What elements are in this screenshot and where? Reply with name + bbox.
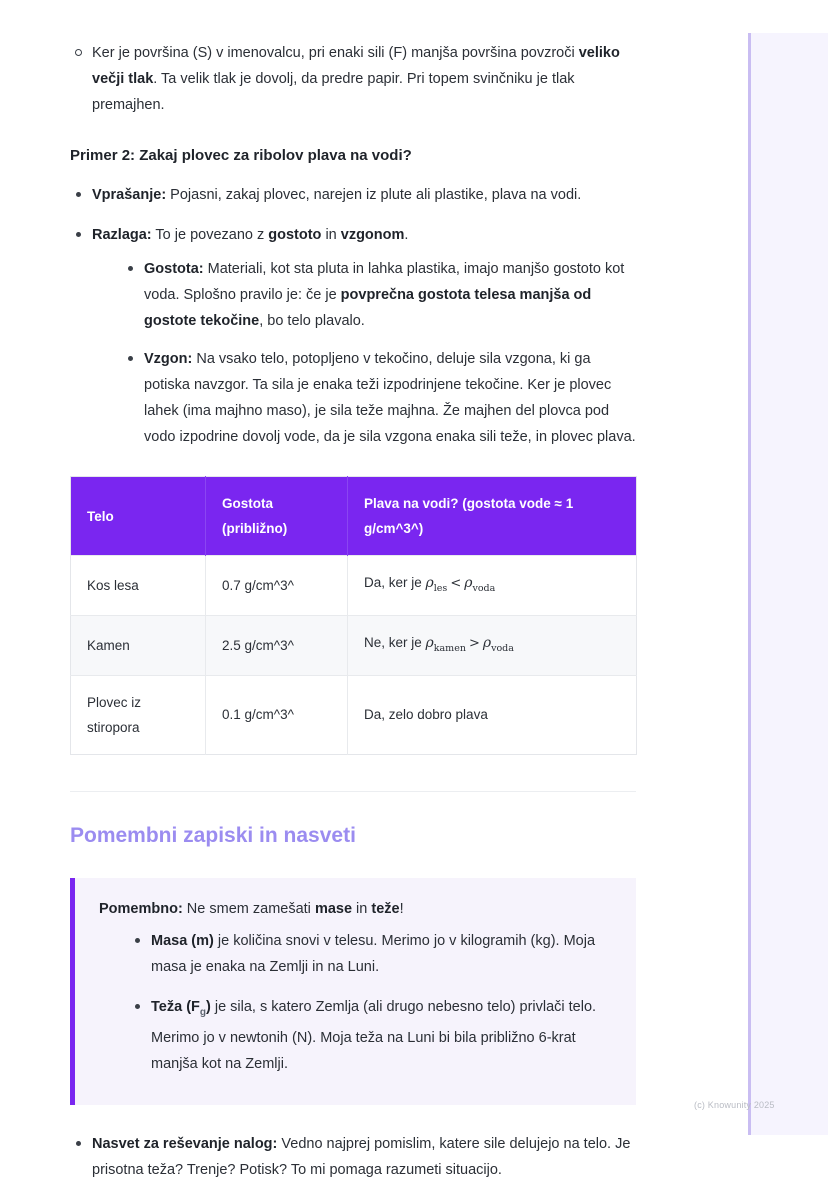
right-panel-rule — [748, 33, 751, 1135]
table-header-row — [71, 477, 637, 556]
cell-plava — [348, 615, 637, 675]
explanation-bold-b: vzgonom — [340, 227, 405, 243]
weight-text: je sila, s katero Zemlja (ali drugo nebesno telo) privlači telo. Merimo jo v newtonih (N). Moja teža na Luni bi bila približno 6-krat manjša kot na Zemlji. — [151, 998, 597, 1073]
right-decorative-panel — [748, 33, 828, 1135]
explanation-sublist — [122, 256, 636, 450]
example2-heading: Primer 2: Zakaj plovec za ribolov plava na vodi? — [70, 147, 412, 164]
cell-telo: Plovec iz stiropora — [71, 675, 206, 754]
cell-gostota: 0.7 g/cm^3^ — [206, 556, 348, 616]
list-item — [70, 40, 636, 118]
table-row — [71, 615, 637, 675]
callout-lead-bold: Pomembno: — [99, 900, 183, 917]
top-note-text-a: Ker je površina (S) v imenovalcu, pri enaki sili (F) manjša površina povzroči — [92, 45, 579, 61]
copyright-watermark: (c) Knowunity 2025 — [694, 1100, 775, 1110]
list-item-tip — [70, 1131, 636, 1183]
explanation-text-a: To je povezano z — [151, 227, 269, 243]
relation-operator: > — [468, 635, 480, 651]
explanation-text-c: . — [404, 227, 409, 243]
table-row — [71, 675, 637, 754]
top-note-text-b: . Ta velik tlak je dovolj, da predre papir. Pri topem svinčniku je tlak premajhen. — [92, 71, 575, 113]
callout-lead-bold-b: teže — [371, 900, 400, 917]
question-label: Vprašanje: — [92, 187, 167, 203]
plava-prefix: Ne, ker je — [364, 634, 426, 650]
rho-symbol-2: $\rho_{voda}$ — [482, 634, 514, 654]
tip-list — [70, 1131, 636, 1183]
callout-lead-bold-a: mase — [314, 900, 353, 917]
rho-symbol-1: $\rho_{kamen}$ — [425, 634, 466, 654]
weight-label-main: Teža (F — [151, 998, 200, 1015]
cell-gostota: 2.5 g/cm^3^ — [206, 615, 348, 675]
example2-list — [70, 182, 636, 450]
plava-prefix: Da, ker je — [364, 575, 426, 590]
table-header-plava: Plava na vodi? (gostota vode ≈ 1 g/cm^3^) — [348, 477, 637, 556]
buoyancy-text: Na vsako telo, potopljeno v tekočino, deluje sila vzgona, ki ga potiska navzgor. Ta sila je enaka teži izpodrinjene tekočine. Ker je plovec lahek (ima majhno maso), je sila teže majhna. Že majhen del plovca pod vodo izpodrine dovolj vode, da je sila vzgona enaka sili teže, in plovec plava. — [144, 351, 636, 445]
callout-list — [129, 928, 614, 1078]
list-item-weight — [129, 994, 614, 1078]
list-item-explanation — [70, 222, 636, 450]
density-text-a: Materiali, kot sta pluta in lahka plastika, imajo manjšo gostoto kot voda. Splošno pravilo je: če je — [144, 261, 625, 303]
list-item-mass — [129, 928, 614, 980]
weight-label — [151, 998, 211, 1018]
cell-plava — [348, 675, 637, 754]
plava-prefix: Da, zelo dobro plava — [364, 707, 488, 723]
weight-label-tail: ) — [205, 998, 211, 1015]
explanation-bold-a: gostoto — [268, 227, 322, 243]
mass-text: je količina snovi v telesu. Merimo jo v kilogramih (kg). Moja masa je enaka na Zemlji in na Luni. — [151, 932, 596, 975]
page-section-title: Pomembni zapiski in nasveti — [70, 823, 356, 847]
list-item-density — [122, 256, 636, 334]
table-header-telo: Telo — [71, 477, 206, 556]
cell-plava — [348, 556, 637, 616]
weight-subscript: g — [199, 1006, 206, 1018]
cell-telo: Kos lesa — [71, 556, 206, 616]
relation-operator: < — [450, 576, 462, 591]
tip-label: Nasvet za reševanje nalog: — [92, 1136, 278, 1153]
explanation-text-b: in — [321, 227, 341, 243]
buoyancy-label: Vzgon: — [144, 351, 193, 367]
density-label: Gostota: — [144, 261, 204, 277]
tip-text: Vedno najprej pomislim, katere sile delujejo na telo. Je prisotna teža? Trenje? Potisk? To mi pomaga razumeti situacijo. — [92, 1136, 631, 1179]
density-text-b: , bo telo plavalo. — [259, 313, 365, 329]
list-item-buoyancy — [122, 346, 636, 450]
cell-telo: Kamen — [71, 615, 206, 675]
mass-label: Masa (m) — [151, 932, 214, 949]
callout-lead — [99, 896, 614, 922]
rho-symbol-1: $\rho_{les}$ — [425, 575, 448, 594]
table-row — [71, 556, 637, 616]
rho-symbol-2: $\rho_{voda}$ — [464, 575, 496, 594]
density-bold: povprečna gostota telesa manjša od gostote tekočine — [144, 287, 592, 329]
document-content — [70, 0, 636, 1193]
list-item-question — [70, 182, 636, 208]
cell-gostota: 0.1 g/cm^3^ — [206, 675, 348, 754]
callout-lead-text-b: in — [352, 900, 372, 917]
section-divider — [70, 791, 636, 792]
top-note-bold: veliko večji tlak — [92, 45, 620, 87]
callout-lead-text-c: ! — [399, 900, 404, 917]
table-header-gostota: Gostota (približno) — [206, 477, 348, 556]
top-note-list — [70, 40, 636, 118]
question-text: Pojasni, zakaj plovec, narejen iz plute ali plastike, plava na vodi. — [166, 187, 582, 203]
important-callout — [70, 878, 636, 1106]
densities-table — [70, 476, 637, 755]
callout-lead-text-a: Ne smem zamešati — [182, 900, 315, 917]
explanation-label: Razlaga: — [92, 227, 152, 243]
